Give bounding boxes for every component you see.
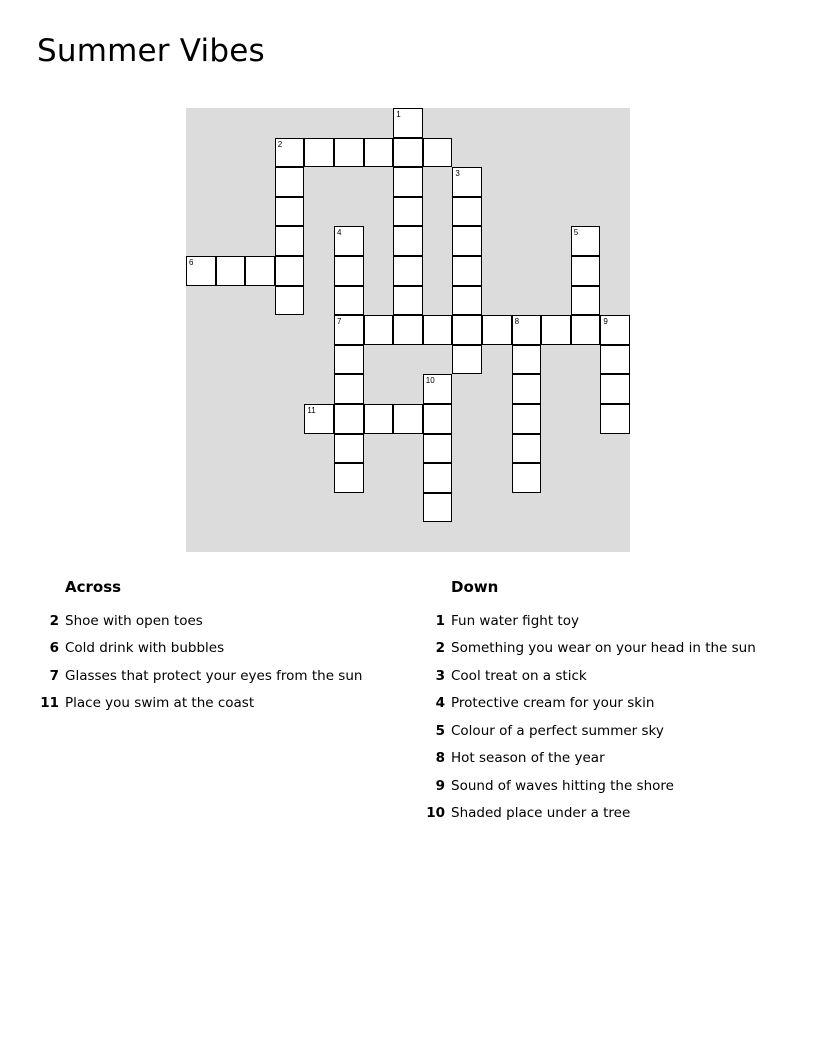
clue-text: Shoe with open toes: [65, 612, 203, 629]
clue-number-label: 5: [573, 228, 579, 238]
grid-cell[interactable]: [571, 315, 601, 345]
clue-item: [37, 635, 397, 663]
grid-cell[interactable]: [334, 345, 364, 375]
grid-cell[interactable]: [512, 345, 542, 375]
clue-number-label: 4: [337, 228, 342, 238]
down-heading: Down: [451, 578, 499, 596]
clue-number: 6: [49, 640, 59, 657]
clue-item: [423, 607, 803, 635]
grid-cell[interactable]: [571, 226, 601, 256]
clue-text: Place you swim at the coast: [65, 695, 255, 712]
clue-number-label: 2: [277, 139, 283, 149]
crossword-grid: [186, 108, 630, 552]
grid-cell[interactable]: [600, 374, 630, 404]
grid-cell[interactable]: [275, 226, 305, 256]
grid-cell[interactable]: [600, 345, 630, 375]
clue-number: 9: [435, 777, 445, 794]
clue-text: Protective cream for your skin: [451, 695, 655, 712]
grid-cell[interactable]: [512, 404, 542, 434]
grid-cell[interactable]: [512, 434, 542, 464]
clue-text: Hot season of the year: [451, 750, 605, 767]
grid-cell[interactable]: [423, 463, 453, 493]
clue-number: 7: [49, 667, 59, 684]
down-clues: [423, 578, 803, 827]
grid-cell[interactable]: [275, 256, 305, 286]
grid-cell[interactable]: [216, 256, 246, 286]
clue-number: 11: [40, 695, 59, 712]
grid-cell[interactable]: [423, 404, 453, 434]
grid-cell[interactable]: [334, 226, 364, 256]
grid-cell[interactable]: [275, 286, 305, 316]
grid-cell[interactable]: [334, 256, 364, 286]
grid-cell[interactable]: [452, 315, 482, 345]
grid-cell[interactable]: [334, 315, 364, 345]
clue-number: 10: [426, 805, 445, 822]
clue-number: 5: [435, 722, 445, 739]
clue-item: [423, 635, 803, 663]
grid-cell[interactable]: [393, 197, 423, 227]
grid-cell[interactable]: [304, 138, 334, 168]
grid-cell[interactable]: [571, 256, 601, 286]
grid-cell[interactable]: [452, 167, 482, 197]
across-heading: Across: [65, 578, 122, 596]
grid-cell[interactable]: [393, 226, 423, 256]
across-clue-list: [37, 607, 397, 717]
grid-cell[interactable]: [186, 256, 216, 286]
grid-cell[interactable]: [275, 197, 305, 227]
grid-cell[interactable]: [571, 286, 601, 316]
grid-cell[interactable]: [452, 345, 482, 375]
grid-cell[interactable]: [275, 138, 305, 168]
grid-cell[interactable]: [334, 138, 364, 168]
grid-cell[interactable]: [393, 108, 423, 138]
grid-cell[interactable]: [393, 315, 423, 345]
grid-cell[interactable]: [334, 434, 364, 464]
grid-cell[interactable]: [393, 167, 423, 197]
grid-cell[interactable]: [512, 374, 542, 404]
grid-cell[interactable]: [482, 315, 512, 345]
grid-cell[interactable]: [423, 374, 453, 404]
grid-cell[interactable]: [452, 226, 482, 256]
grid-cell[interactable]: [245, 256, 275, 286]
page-title: Summer Vibes: [37, 33, 265, 69]
clue-number-label: 7: [337, 317, 342, 327]
grid-cell[interactable]: [393, 138, 423, 168]
clue-number: 4: [435, 695, 445, 712]
grid-cell[interactable]: [334, 463, 364, 493]
grid-cell[interactable]: [304, 404, 334, 434]
grid-cell[interactable]: [275, 167, 305, 197]
clue-text: Colour of a perfect summer sky: [451, 722, 664, 739]
clue-item: [423, 690, 803, 718]
grid-cell[interactable]: [600, 315, 630, 345]
grid-cell[interactable]: [334, 374, 364, 404]
grid-cell[interactable]: [452, 256, 482, 286]
grid-cell[interactable]: [423, 434, 453, 464]
grid-cell[interactable]: [364, 138, 394, 168]
grid-cell[interactable]: [452, 286, 482, 316]
clue-item: [423, 662, 803, 690]
clue-number: 3: [435, 667, 445, 684]
grid-cell[interactable]: [423, 138, 453, 168]
clue-item: [423, 745, 803, 773]
grid-cell[interactable]: [423, 315, 453, 345]
clue-number: 2: [435, 640, 445, 657]
down-clue-list: [423, 607, 803, 827]
grid-cell[interactable]: [393, 256, 423, 286]
clue-text: Something you wear on your head in the sun: [451, 640, 756, 657]
clue-number-label: 1: [396, 110, 401, 119]
clue-number: 2: [49, 612, 59, 629]
grid-cell[interactable]: [600, 404, 630, 434]
clue-text: Sound of waves hitting the shore: [451, 777, 674, 794]
crossword-puzzle: [186, 108, 630, 552]
clue-text: Shaded place under a tree: [451, 805, 631, 822]
grid-cell[interactable]: [541, 315, 571, 345]
clue-number-label: 9: [603, 317, 608, 327]
clue-item: [37, 662, 397, 690]
clue-item: [37, 607, 397, 635]
clue-item: [423, 772, 803, 800]
grid-cell[interactable]: [423, 493, 453, 523]
across-clues: [37, 578, 397, 717]
clue-item: [423, 800, 803, 828]
grid-cell[interactable]: [334, 286, 364, 316]
grid-cell[interactable]: [334, 404, 364, 434]
grid-cell[interactable]: [364, 404, 394, 434]
grid-cell[interactable]: [512, 315, 542, 345]
clue-text: Glasses that protect your eyes from the sun: [65, 667, 363, 684]
clue-text: Fun water fight toy: [451, 612, 579, 629]
grid-cell[interactable]: [452, 197, 482, 227]
clue-number-label: 10: [425, 376, 435, 386]
clue-item: [423, 717, 803, 745]
clue-number-label: 6: [189, 258, 194, 267]
clue-number-label: 11: [307, 406, 316, 415]
grid-cell[interactable]: [512, 463, 542, 493]
grid-cell[interactable]: [393, 404, 423, 434]
clue-text: Cold drink with bubbles: [65, 640, 225, 657]
clue-text: Cool treat on a stick: [451, 667, 587, 684]
clue-number-label: 3: [455, 169, 460, 179]
clue-number: 8: [435, 750, 445, 767]
clue-number-label: 8: [514, 317, 520, 327]
grid-cell[interactable]: [393, 286, 423, 316]
grid-cell[interactable]: [364, 315, 394, 345]
clue-number: 1: [435, 612, 445, 629]
clue-item: [37, 690, 397, 718]
